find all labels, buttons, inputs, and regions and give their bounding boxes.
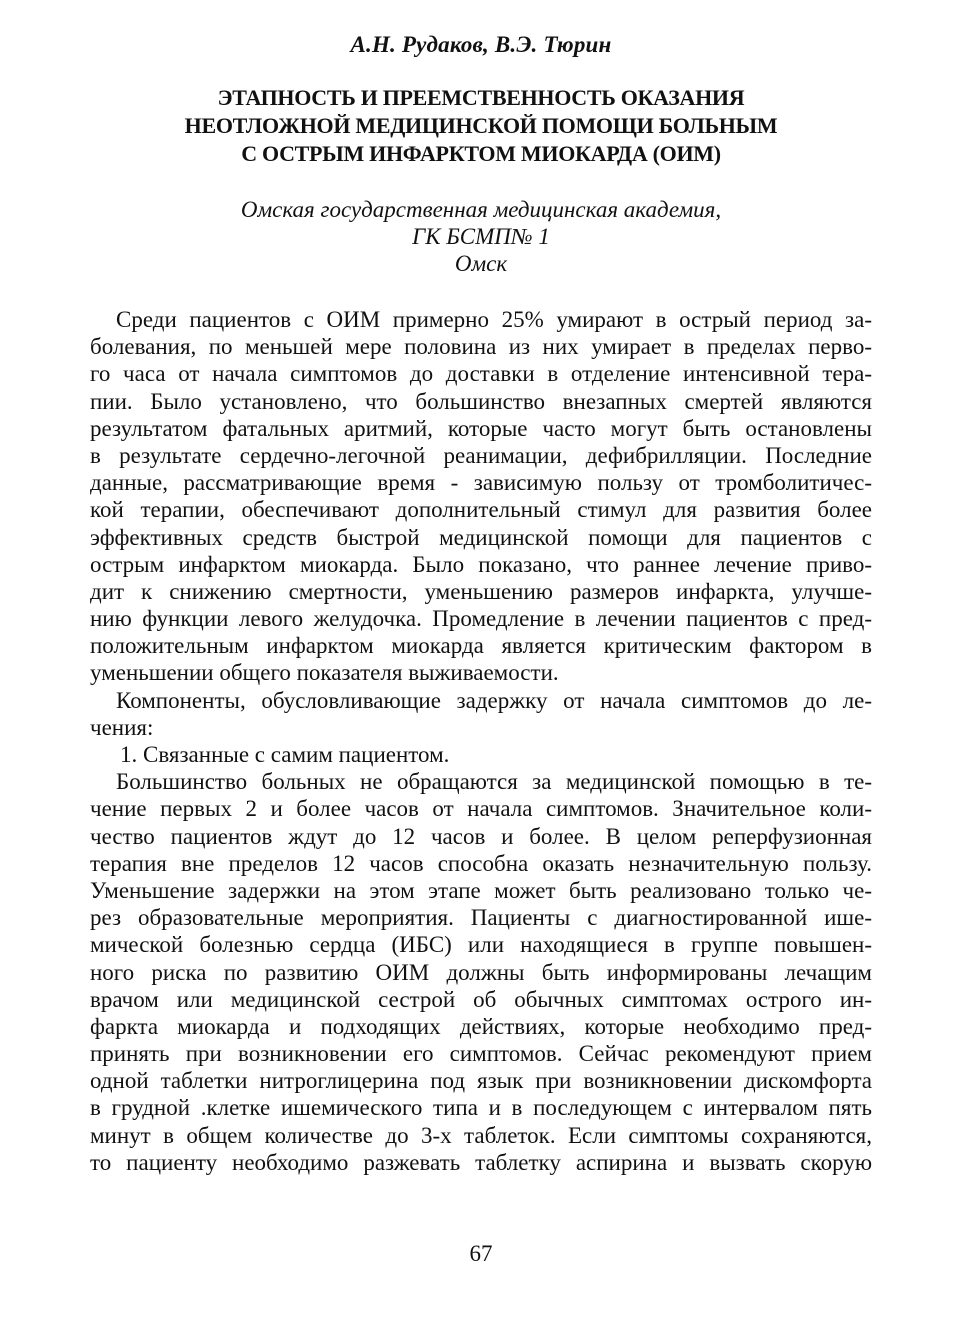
affiliation-line: ГК БСМП№ 1 xyxy=(412,224,550,249)
text-line: в результате сердечно-легочной реанимации, дефибрилляции. Последние xyxy=(90,442,872,468)
text-line: чения: xyxy=(90,714,154,740)
text-line: результатом фатальных аритмий, которые часто могут быть остановлены xyxy=(90,415,872,441)
text-line: рез образовательные мероприятия. Пациенты с диагностированной ише- xyxy=(90,905,872,931)
affiliation-line: Омская государственная медицинская академия, xyxy=(240,197,722,222)
text-line: уменьшении общего показателя выживаемости. xyxy=(90,660,559,686)
text-line: Большинство больных не обращаются за медицинской помощью в те- xyxy=(116,769,872,795)
text-line: положительным инфарктом миокарда является критическим фактором в xyxy=(90,633,872,659)
text-line: принять при возникновении его симптомов. Сейчас рекомендуют прием xyxy=(90,1041,872,1067)
text-line: нию функции левого желудочка. Промедление в лечении пациентов с пред- xyxy=(90,606,872,632)
article-body xyxy=(90,306,872,1176)
authors: А.Н. Рудаков, В.Э. Тюрин xyxy=(350,32,612,57)
text-line: Уменьшение задержки на этом этапе может быть реализовано только че- xyxy=(90,877,872,903)
text-line: минут в общем количестве до 3-х таблеток. Если симптомы сохраняются, xyxy=(90,1122,872,1148)
text-line: то пациенту необходимо разжевать таблетку аспирина и вызвать скорую xyxy=(90,1149,872,1175)
text-line: кой терапии, обеспечивают дополнительный стимул для развития более xyxy=(90,497,872,523)
title-line: С ОСТРЫМ ИНФАРКТОМ МИОКАРДА (ОИМ) xyxy=(241,141,721,166)
title-line: НЕОТЛОЖНОЙ МЕДИЦИНСКОЙ ПОМОЩИ БОЛЬНЫМ xyxy=(184,113,778,138)
text-line: терапия вне пределов 12 часов способна оказать незначительную пользу. xyxy=(90,850,872,876)
text-line: фаркта миокарда и подходящих действиях, которые необходимо пред- xyxy=(90,1013,872,1039)
affiliation xyxy=(90,196,872,277)
text-line: врачом или медицинской сестрой об обычных симптомах острого ин- xyxy=(90,986,872,1012)
text-line: острым инфарктом миокарда. Было показано, что раннее лечение приво- xyxy=(90,551,872,577)
text-line: в грудной .клетке ишемического типа и в последующем с интервалом пять xyxy=(90,1095,872,1121)
text-line: одной таблетки нитроглицерина под язык при возникновении дискомфорта xyxy=(90,1068,872,1094)
affiliation-line: Омск xyxy=(454,251,508,276)
text-line: мической болезнью сердца (ИБС) или находящиеся в группе повышен- xyxy=(90,932,872,958)
text-line: эффективных средств быстрой медицинской помощи для пациентов с xyxy=(90,524,872,550)
text-line: дит к снижению смертности, уменьшению размеров инфаркта, улучше- xyxy=(90,578,872,604)
text-line: Компоненты, обусловливающие задержку от начала симптомов до ле- xyxy=(116,687,872,713)
text-line: болевания, по меньшей мере половина из них умирает в пределах перво- xyxy=(90,334,872,360)
article-title xyxy=(90,84,872,168)
page-number: 67 xyxy=(469,1241,493,1266)
text-line: чество пациентов ждут до 12 часов и более. В целом реперфузионная xyxy=(90,823,872,849)
text-line: ного риска по развитию ОИМ должны быть информированы лечащим xyxy=(90,959,872,985)
text-line: го часа от начала симптомов до доставки в отделение интенсивной тера- xyxy=(90,361,872,387)
list-item: 1. Связанные с самим пациентом. xyxy=(120,742,450,767)
text-line: пии. Было установлено, что большинство внезапных смертей являются xyxy=(90,388,872,414)
text-line: Среди пациентов с ОИМ примерно 25% умирают в острый период за- xyxy=(116,307,872,332)
text-line: данные, рассматривающие время - зависимую пользу от тромболитичес- xyxy=(90,470,872,496)
document-page xyxy=(90,0,872,1330)
text-line: чение первых 2 и более часов от начала симптомов. Значительное коли- xyxy=(90,796,872,822)
title-line: ЭТАПНОСТЬ И ПРЕЕМСТВЕННОСТЬ ОКАЗАНИЯ xyxy=(217,85,745,110)
